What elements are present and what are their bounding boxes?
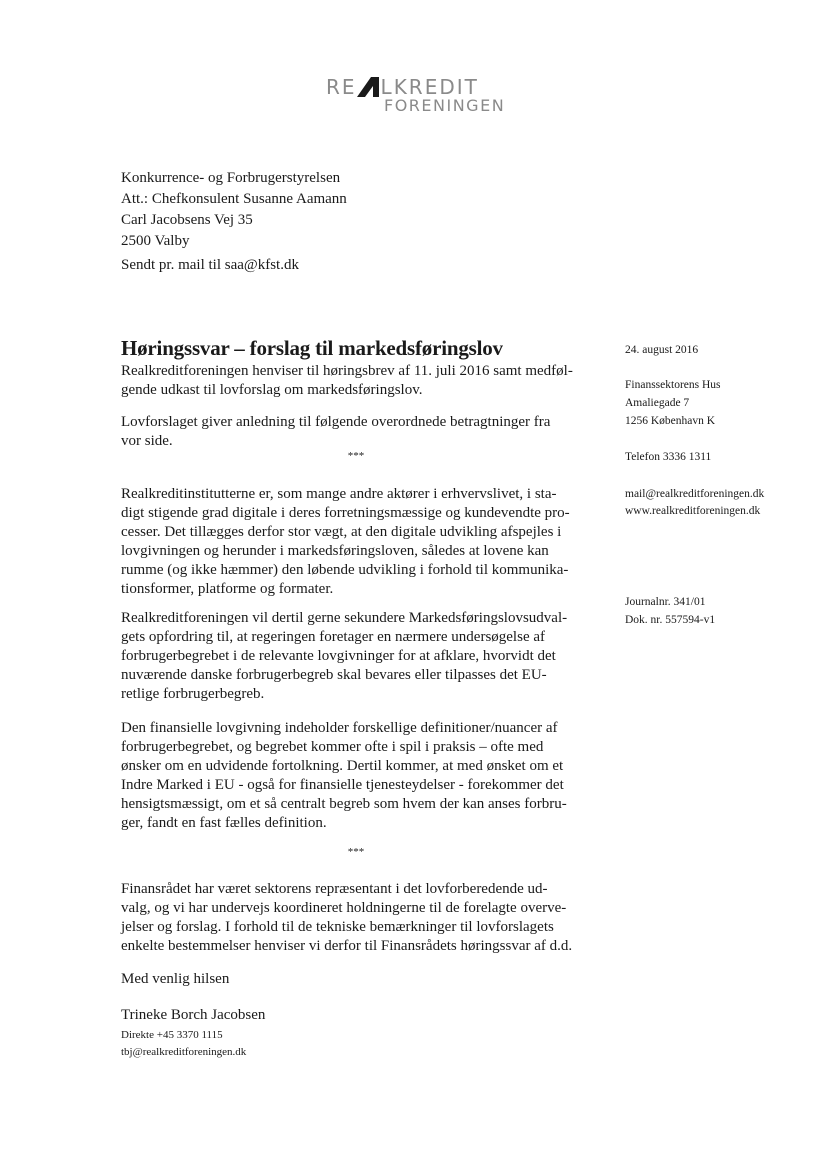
paragraph-line: digt stigende grad digitale i deres forretningsmæssige og kundevendte pro- [121,505,570,521]
sender-email: mail@realkreditforeningen.dk [625,488,765,500]
document-number: Dok. nr. 557594-v1 [625,614,716,626]
paragraph-line: tionsformer, platforme og formater. [121,581,334,597]
logo-text-right: LKREDIT [380,75,479,99]
paragraph-line: gende udkast til lovforslag om markedsføringslov. [121,382,423,398]
paragraph-line: Lovforslaget giver anledning til følgende overordnede betragtninger fra [121,414,551,430]
paragraph-financial-legislation [121,719,591,833]
paragraph-line: ønsker om en udvidende fortolkning. Dertil kommer, at med ønsket om et [121,758,564,774]
section-separator: *** [347,450,365,462]
sender-phone: Telefon 3336 1311 [625,451,712,463]
paragraph-considerations [121,413,591,451]
recipient-line: Konkurrence- og Forbrugerstyrelsen [121,170,341,186]
paragraph-line: vor side. [121,433,173,449]
paragraph-line: Realkreditforeningen vil dertil gerne sekundere Markedsføringslovsudval- [121,610,568,626]
realkredit-logo [326,76,506,118]
sent-by-mail-note: Sendt pr. mail til saa@kfst.dk [121,257,299,273]
sender-address-line: Amaliegade 7 [625,397,690,409]
paragraph-line: Indre Marked i EU - også for finansielle tjenesteydelser - forekommer det [121,777,564,793]
paragraph-line: hensigtsmæssigt, om et så centralt begreb som hvem der kan anses forbru- [121,796,567,812]
paragraph-line: Den finansielle lovgivning indeholder forskellige definitioner/nuancer af [121,720,558,736]
journal-number: Journalnr. 341/01 [625,596,706,608]
paragraph-digital [121,485,591,599]
paragraph-line: Realkreditforeningen henviser til høringsbrev af 11. juli 2016 samt medføl- [121,363,573,379]
sender-website: www.realkreditforeningen.dk [625,505,761,517]
paragraph-line: Finansrådet har været sektorens repræsentant i det lovforberedende ud- [121,881,548,897]
paragraph-line: valg, og vi har undervejs koordineret holdningerne til de forelagte overve- [121,900,567,916]
paragraph-line: forbrugerbegrebet, og begrebet kommer ofte i spil i praksis – ofte med [121,739,544,755]
sender-address [625,376,721,430]
sender-address-line: 1256 København K [625,415,716,427]
paragraph-line: enkelte bestemmelser henviser vi derfor til Finansrådets høringssvar af d.d. [121,938,573,954]
recipient-line: Att.: Chefkonsulent Susanne Aamann [121,191,347,207]
paragraph-line: Realkreditinstitutterne er, som mange andre aktører i erhvervslivet, i sta- [121,486,557,502]
section-separator: *** [347,846,365,858]
paragraph-consumer-concept [121,609,591,704]
closing-greeting: Med venlig hilsen [121,971,230,987]
paragraph-line: retlige forbrugerbegreb. [121,686,265,702]
letter-date: 24. august 2016 [625,344,699,356]
paragraph-intro [121,362,591,400]
signer-email: tbj@realkreditforeningen.dk [121,1046,247,1058]
paragraph-line: gets opfordring til, at regeringen foretager en nærmere undersøgelse af [121,629,545,645]
paragraph-line: cesser. Det tillægges derfor stor vægt, at den digitale udvikling afspejles i [121,524,562,540]
logo-a-mark-icon [357,77,381,97]
logo-text-bottom: FORENINGEN [384,96,506,115]
logo-text-left: RE [326,75,357,99]
signer-direct-phone: Direkte +45 3370 1115 [121,1029,223,1041]
sender-address-line: Finanssektorens Hus [625,379,721,391]
paragraph-line: rumme (og ikke hæmmer) den løbende udvikling i forhold til kommunika- [121,562,569,578]
paragraph-line: lovgivningen og herunder i markedsføringsloven, således at lovene kan [121,543,549,559]
letter-title: Høringssvar – forslag til markedsføringslov [121,336,503,360]
recipient-address [121,168,347,252]
paragraph-finansraadet [121,880,591,956]
paragraph-line: nuværende danske forbrugerbegreb skal bevares eller tilpasses det EU- [121,667,547,683]
recipient-line: 2500 Valby [121,233,190,249]
recipient-line: Carl Jacobsens Vej 35 [121,212,253,228]
signer-name: Trineke Borch Jacobsen [121,1007,266,1023]
paragraph-line: forbrugerbegrebet i de relevante lovgivninger for at afklare, hvorvidt det [121,648,556,664]
paragraph-line: ger, fandt en fast fælles definition. [121,815,327,831]
paragraph-line: jelser og forslag. I forhold til de tekniske bemærkninger til lovforslagets [121,919,554,935]
